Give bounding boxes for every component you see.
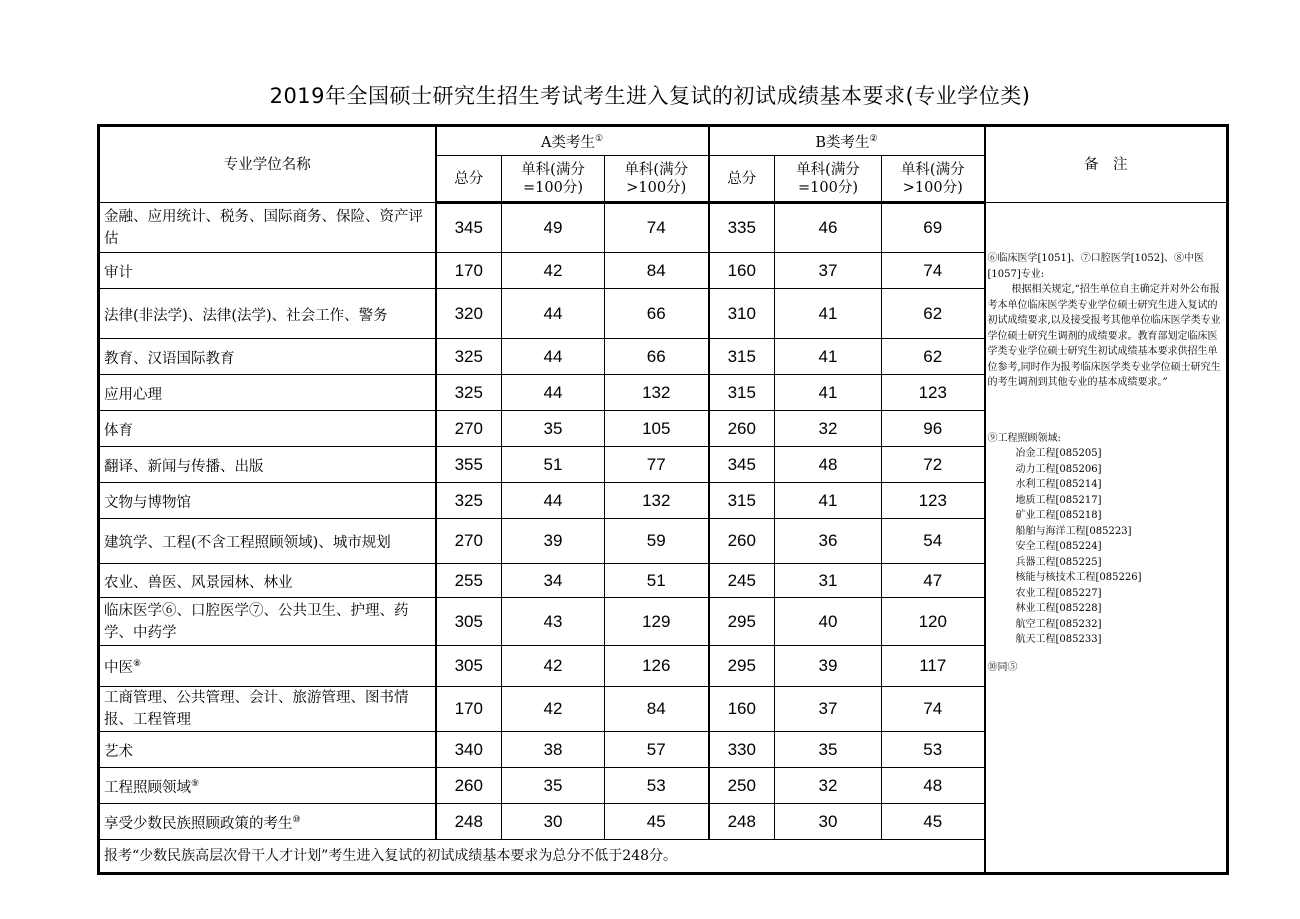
footnote-mark: ⑧ [133, 659, 142, 669]
cell-b-sgt: 45 [882, 804, 985, 840]
footer-note: 报考“少数民族高层次骨干人才计划”考生进入复试的初试成绩基本要求为总分不低于248分。 [99, 840, 985, 874]
cell-a-sgt: 57 [605, 732, 709, 768]
row-name: 应用心理 [99, 375, 436, 411]
cell-b-s100: 30 [775, 804, 882, 840]
cell-b-total: 330 [709, 732, 775, 768]
column-header-b-total: 总分 [709, 156, 775, 203]
cell-a-sgt: 132 [605, 375, 709, 411]
column-header-b-single-100: 单科(满分 =100分) [775, 156, 882, 203]
cell-a-sgt: 84 [605, 253, 709, 289]
cell-a-s100: 44 [502, 339, 605, 375]
cell-a-sgt: 74 [605, 203, 709, 253]
cell-a-total: 305 [436, 646, 502, 687]
footnote-mark: ⑨ [191, 778, 200, 789]
cell-a-sgt: 132 [605, 483, 709, 519]
cell-a-s100: 38 [502, 732, 605, 768]
cell-a-s100: 44 [502, 289, 605, 339]
cell-b-sgt: 72 [882, 447, 985, 483]
cell-b-total: 315 [709, 375, 775, 411]
cell-b-total: 160 [709, 687, 775, 732]
cell-b-sgt: 47 [882, 564, 985, 598]
note-10: ⑩同⑤ [987, 661, 1018, 673]
cell-b-total: 160 [709, 253, 775, 289]
cell-a-s100: 35 [502, 768, 605, 804]
cell-a-sgt: 84 [605, 687, 709, 732]
cell-b-s100: 32 [775, 768, 882, 804]
cell-b-sgt: 96 [882, 411, 985, 447]
engineering-field-item: 动力工程[085206] [1015, 463, 1102, 475]
cell-b-sgt: 53 [882, 732, 985, 768]
cell-a-s100: 44 [502, 375, 605, 411]
row-name: 工程照顾领域⑨ [99, 768, 436, 804]
cell-b-s100: 46 [775, 203, 882, 253]
row-name: 审计 [99, 253, 436, 289]
note-9-heading: ⑨工程照顾领域: [987, 432, 1061, 444]
cell-b-s100: 41 [775, 339, 882, 375]
cell-a-total: 355 [436, 447, 502, 483]
cell-a-total: 248 [436, 804, 502, 840]
row-name: 教育、汉语国际教育 [99, 339, 436, 375]
cell-b-s100: 35 [775, 732, 882, 768]
cell-a-s100: 43 [502, 598, 605, 646]
row-name: 建筑学、工程(不含工程照顾领域)、城市规划 [99, 519, 436, 564]
cell-b-total: 260 [709, 519, 775, 564]
page-title: 2019年全国硕士研究生招生考试考生进入复试的初试成绩基本要求(专业学位类) [269, 84, 1031, 108]
column-header-a-single-gt100: 单科(满分 >100分) [605, 156, 709, 203]
cell-b-sgt: 69 [882, 203, 985, 253]
row-name: 金融、应用统计、税务、国际商务、保险、资产评估 [99, 203, 436, 253]
row-name: 工商管理、公共管理、会计、旅游管理、图书情报、工程管理 [99, 687, 436, 732]
cell-b-sgt: 48 [882, 768, 985, 804]
engineering-field-item: 农业工程[085227] [1015, 587, 1102, 599]
column-header-a-total: 总分 [436, 156, 502, 203]
cell-b-sgt: 62 [882, 339, 985, 375]
cell-a-total: 340 [436, 732, 502, 768]
cell-b-s100: 32 [775, 411, 882, 447]
cell-a-total: 170 [436, 687, 502, 732]
score-table-wrapper [97, 124, 1229, 875]
cell-a-s100: 34 [502, 564, 605, 598]
remarks-notes [988, 251, 1223, 675]
cell-a-total: 325 [436, 483, 502, 519]
cell-a-s100: 35 [502, 411, 605, 447]
row-name: 艺术 [99, 732, 436, 768]
cell-a-s100: 30 [502, 804, 605, 840]
cell-b-total: 315 [709, 483, 775, 519]
note-6-heading: ⑥临床医学[1051]、⑦口腔医学[1052]、⑧中医[1057]专业: [987, 253, 1205, 280]
cell-a-sgt: 45 [605, 804, 709, 840]
engineering-field-item: 林业工程[085228] [1015, 603, 1102, 614]
engineering-field-item: 航天工程[085233] [1015, 634, 1102, 645]
cell-b-total: 295 [709, 598, 775, 646]
row-name: 翻译、新闻与传播、出版 [99, 447, 436, 483]
column-header-b-single-gt100: 单科(满分 >100分) [882, 156, 985, 203]
cell-b-s100: 31 [775, 564, 882, 598]
cell-a-s100: 42 [502, 687, 605, 732]
cell-a-sgt: 59 [605, 519, 709, 564]
engineering-field-item: 冶金工程[085205] [1015, 448, 1102, 459]
cell-a-total: 305 [436, 598, 502, 646]
cell-a-sgt: 129 [605, 598, 709, 646]
cell-b-s100: 41 [775, 289, 882, 339]
cell-a-sgt: 105 [605, 411, 709, 447]
cell-a-s100: 51 [502, 447, 605, 483]
row-name: 体育 [99, 411, 436, 447]
cell-b-s100: 40 [775, 598, 882, 646]
cell-b-total: 260 [709, 411, 775, 447]
cell-a-sgt: 66 [605, 289, 709, 339]
cell-b-total: 345 [709, 447, 775, 483]
cell-b-sgt: 74 [882, 253, 985, 289]
cell-a-total: 255 [436, 564, 502, 598]
cell-b-s100: 39 [775, 646, 882, 687]
row-name: 临床医学⑥、口腔医学⑦、公共卫生、护理、药学、中药学 [99, 598, 436, 646]
row-name: 法律(非法学)、法律(法学)、社会工作、警务 [99, 289, 436, 339]
cell-b-sgt: 120 [882, 598, 985, 646]
engineering-field-item: 水利工程[085214] [1015, 479, 1102, 490]
cell-a-sgt: 77 [605, 447, 709, 483]
column-header-remarks: 备 注 [985, 126, 1228, 203]
cell-b-sgt: 117 [882, 646, 985, 687]
cell-b-s100: 41 [775, 483, 882, 519]
cell-b-total: 295 [709, 646, 775, 687]
cell-b-s100: 48 [775, 447, 882, 483]
row-name: 中医⑧ [99, 646, 436, 687]
cell-a-sgt: 53 [605, 768, 709, 804]
footnote-mark: ⑩ [292, 814, 301, 825]
cell-a-sgt: 126 [605, 646, 709, 687]
cell-b-sgt: 62 [882, 289, 985, 339]
group-header-a: A类考生① [436, 126, 709, 156]
cell-b-s100: 41 [775, 375, 882, 411]
cell-b-s100: 37 [775, 253, 882, 289]
engineering-field-item: 安全工程[085224] [1015, 541, 1102, 552]
engineering-field-item: 核能与核技术工程[085226] [1015, 572, 1142, 583]
engineering-field-item: 地质工程[085217] [1015, 494, 1102, 506]
engineering-field-item: 船舶与海洋工程[085223] [1015, 525, 1132, 537]
cell-a-total: 320 [436, 289, 502, 339]
table-row [99, 203, 1228, 253]
cell-a-s100: 44 [502, 483, 605, 519]
cell-b-total: 315 [709, 339, 775, 375]
cell-b-sgt: 123 [882, 375, 985, 411]
cell-b-total: 245 [709, 564, 775, 598]
cell-b-s100: 36 [775, 519, 882, 564]
cell-b-total: 248 [709, 804, 775, 840]
cell-a-s100: 42 [502, 646, 605, 687]
engineering-field-item: 航空工程[085232] [1015, 618, 1102, 630]
row-name: 文物与博物馆 [99, 483, 436, 519]
cell-b-sgt: 54 [882, 519, 985, 564]
cell-b-total: 310 [709, 289, 775, 339]
column-header-name: 专业学位名称 [99, 126, 436, 203]
score-table [97, 124, 1229, 875]
cell-b-total: 250 [709, 768, 775, 804]
cell-a-total: 345 [436, 203, 502, 253]
remarks-cell [985, 203, 1228, 874]
cell-a-sgt: 51 [605, 564, 709, 598]
cell-a-total: 325 [436, 339, 502, 375]
cell-a-s100: 42 [502, 253, 605, 289]
cell-a-total: 170 [436, 253, 502, 289]
engineering-field-item: 兵器工程[085225] [1015, 556, 1102, 568]
note-6-body: 根据相关规定,“招生单位自主确定并对外公布报考本单位临床医学类专业学位硕士研究生进入复试的初试成绩要求,以及接受报考其他单位临床医学类专业学位硕士研究生调剂的成绩要求。教育部划定临床医学类专业学位硕士研究生初试成绩基本要求供招生单位参考,同时作为报考临床医学类专业学位硕士研究生的考生调剂到其他专业的基本成绩要求。” [987, 284, 1221, 388]
cell-a-s100: 49 [502, 203, 605, 253]
cell-b-sgt: 74 [882, 687, 985, 732]
column-header-a-single-100: 单科(满分 =100分) [502, 156, 605, 203]
row-name: 农业、兽医、风景园林、林业 [99, 564, 436, 598]
cell-a-total: 260 [436, 768, 502, 804]
engineering-field-item: 矿业工程[085218] [1015, 510, 1102, 521]
cell-a-sgt: 66 [605, 339, 709, 375]
cell-a-total: 270 [436, 411, 502, 447]
cell-a-total: 270 [436, 519, 502, 564]
row-name: 享受少数民族照顾政策的考生⑩ [99, 804, 436, 840]
cell-b-total: 335 [709, 203, 775, 253]
header-row-1 [99, 126, 1228, 156]
cell-a-s100: 39 [502, 519, 605, 564]
cell-b-sgt: 123 [882, 483, 985, 519]
cell-a-total: 325 [436, 375, 502, 411]
group-header-b: B类考生② [709, 126, 985, 156]
cell-b-s100: 37 [775, 687, 882, 732]
